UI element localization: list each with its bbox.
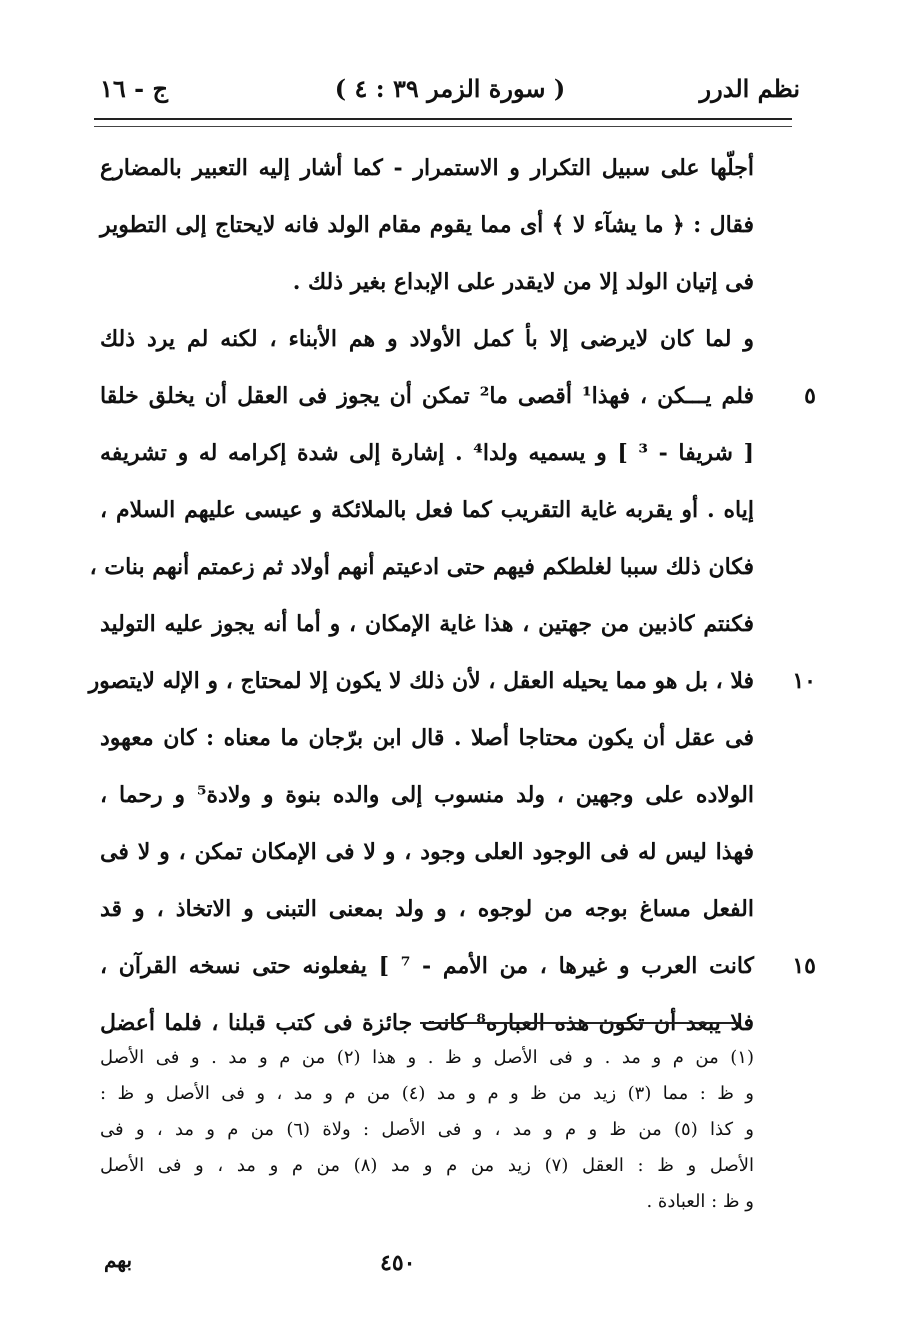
text-line: فى عقل أن يكون محتاجا أصلا . قال ابن برّجان ما معناه : كان معهود — [100, 725, 754, 751]
catchword: بهم — [104, 1248, 133, 1272]
text-line: فكان ذلك سببا لغلطكم فيهم حتى ادعيتم أنهم أولاد ثم زعمتم أنهم بنات ، — [89, 554, 754, 580]
text-line: و لما كان لايرضى إلا بأ كمل الأولاد و هم الأبناء ، لكنه لم يرد ذلك — [100, 326, 754, 352]
line-number: ١٠ — [792, 668, 816, 694]
volume-part: ج - ١٦ — [100, 74, 168, 103]
text-line: فى إتيان الولد إلا من لايقدر على الإبداع بغير ذلك . — [292, 269, 754, 295]
text-line: [ شريفا - ³ ] و يسميه ولدا⁴ . إشارة إلى شدة إكرامه له و تشريفه — [100, 440, 755, 466]
surah-reference: ( سورة الزمر ٣٩ : ٤ ) — [334, 74, 566, 103]
footnote-rule — [420, 1022, 738, 1024]
main-text — [88, 140, 816, 1052]
text-line-wrap — [100, 368, 816, 425]
text-line-wrap — [88, 653, 816, 710]
running-header — [100, 74, 800, 114]
text-line: فهذا ليس له فى الوجود العلى وجود ، و لا فى الإمكان تمكن ، و لا فى — [100, 839, 754, 865]
text-line: الولاده على وجهين ، ولد منسوب إلى والده بنوة و ولادة⁵ و رحما ، — [100, 782, 754, 808]
page-number: ٤٥٠ — [380, 1250, 416, 1276]
footnotes — [100, 1040, 754, 1220]
header-rule — [94, 118, 792, 120]
footnote-line: و ظ : العبادة . — [646, 1191, 754, 1212]
line-number: ٥ — [804, 383, 816, 409]
footnote-line: الأصل و ظ : العقل (٧) زيد من م و مد (٨) من م و مد ، و فى الأصل — [100, 1155, 755, 1176]
text-line: فكنتم كاذبين من جهتين ، هذا غاية الإمكان ، و أما أنه يجوز عليه التوليد — [100, 611, 754, 637]
text-line: كانت العرب و غيرها ، من الأمم - ⁷ ] يفعلونه حتى نسخه القرآن ، — [100, 953, 754, 979]
text-line: فلا يبعد أن تكون هذه العباره⁸ كانت جائزة فى كتب قبلنا ، فلما أعضل — [100, 1010, 754, 1036]
text-line: الفعل مساغ بوجه من لوجوه ، و ولد بمعنى التبنى و الاتخاذ ، و قد — [100, 896, 754, 922]
footnote-line: و ظ : مما (٣) زيد من ظ و م و مد (٤) من م و مد ، و فى الأصل و ظ : — [100, 1083, 754, 1104]
line-number: ١٥ — [792, 953, 816, 979]
text-line: فقال : ﴿ ما يشآء لا ﴾ أى مما يقوم مقام الولد فانه لايحتاج إلى التطوير — [100, 212, 754, 238]
footnote-line: و كذا (٥) من ظ و م و مد ، و فى الأصل : ولاة (٦) من م و مد ، و فى — [100, 1119, 754, 1140]
book-title: نظم الدرر — [699, 74, 800, 103]
text-line: إياه . أو يقربه غاية التقريب كما فعل بالملائكة و عيسى عليهم السلام ، — [100, 497, 754, 523]
text-line: فلا ، بل هو مما يحيله العقل ، لأن ذلك لا يكون إلا لمحتاج ، و الإله لايتصور — [88, 668, 754, 694]
footnote-line: (١) من م و مد . و فى الأصل و ظ . و هذا (٢) من م و مد . و فى الأصل — [100, 1047, 754, 1068]
text-line-wrap — [100, 938, 816, 995]
header-rule-thin — [94, 126, 792, 127]
text-line: فلم يـــكن ، فهذا¹ أقصى ما² تمكن أن يجوز فى العقل أن يخلق خلقا — [100, 383, 754, 409]
text-line: أجلّها على سبيل التكرار و الاستمرار - كما أشار إليه التعبير بالمضارع — [100, 155, 754, 181]
